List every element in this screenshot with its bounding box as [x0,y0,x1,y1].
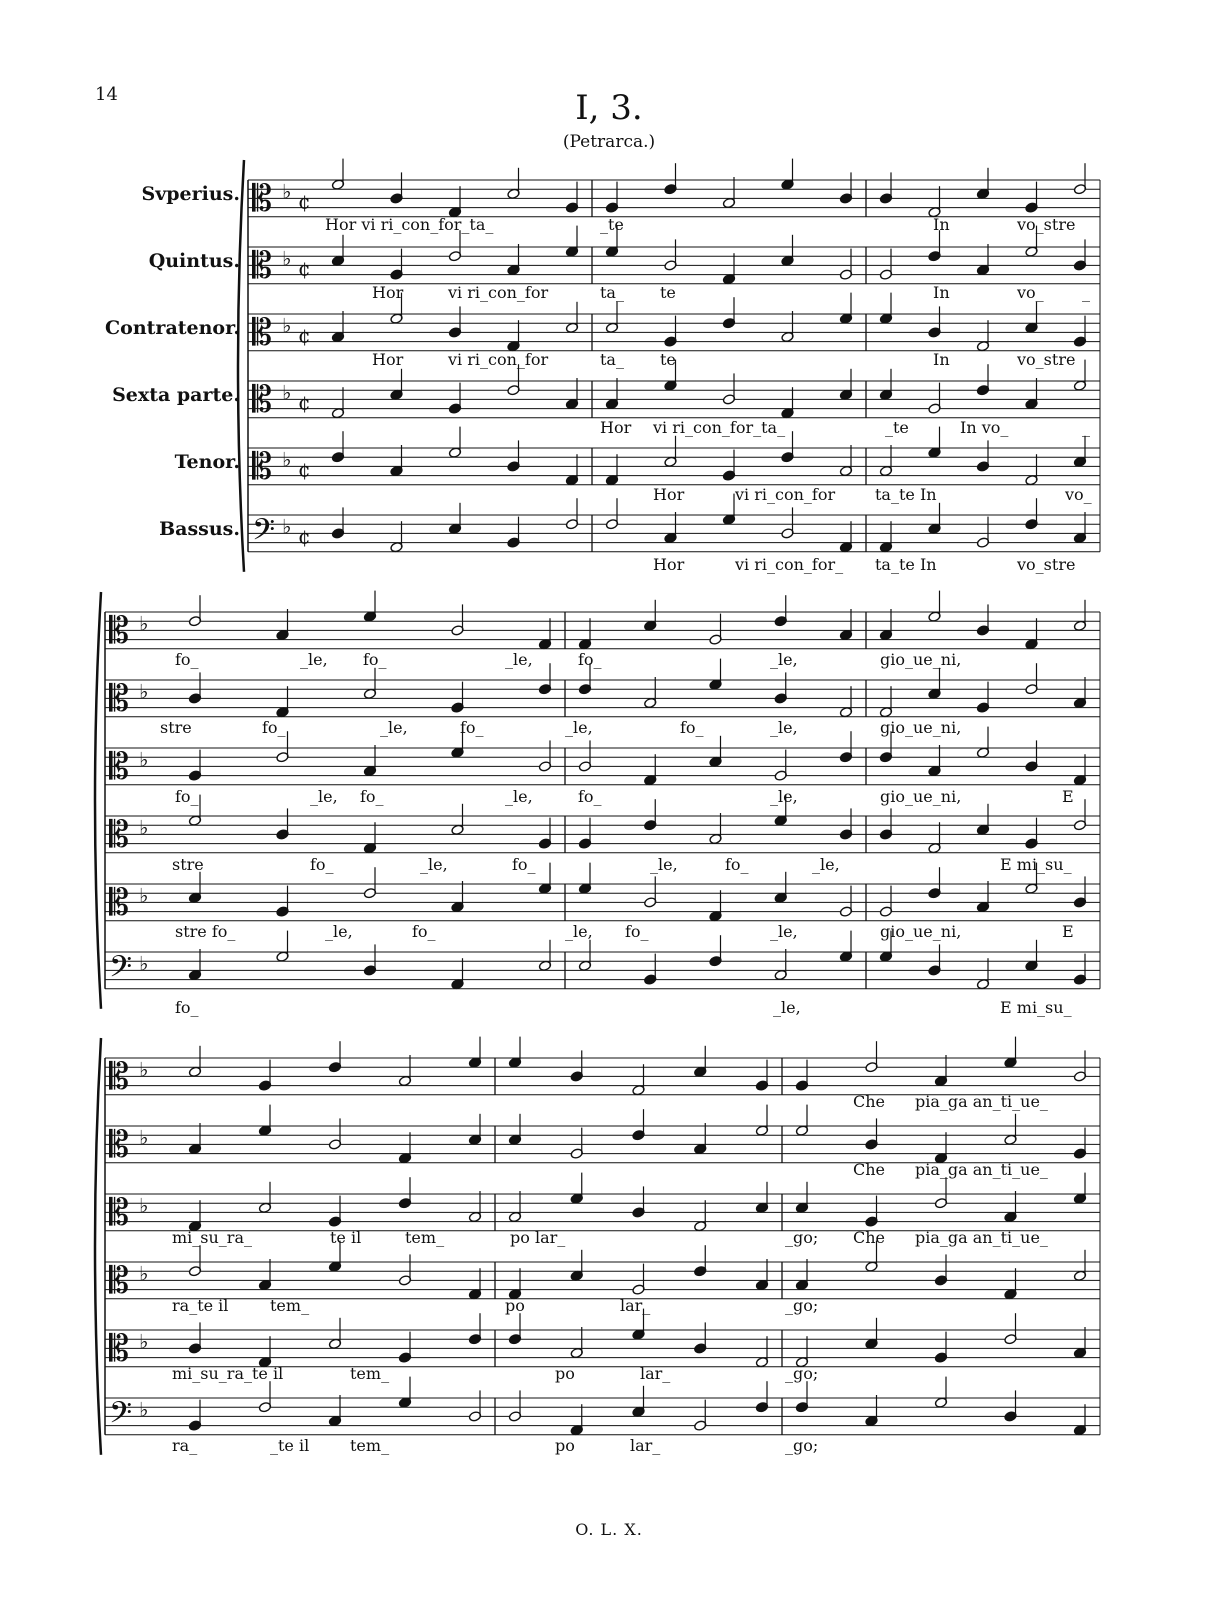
lyric: te [660,283,676,302]
lyric: fo_ [460,718,484,737]
time-signature-mark: ¢ [298,323,311,348]
lyric: Hor [372,350,404,369]
lyric: _le, [505,650,533,669]
lyric: _go; [785,1436,819,1455]
flat-mark: ♭ [139,611,149,636]
lyric: fo_ [625,922,649,941]
lyric: Che [853,1160,886,1179]
clef-mark: 𝄡 [109,1124,130,1166]
clef-mark: 𝄡 [252,312,273,354]
clef-mark: 𝄡 [252,178,273,220]
flat-mark: ♭ [282,179,292,204]
lyric: _le, [300,650,328,669]
lyric: Che [853,1092,886,1111]
lyric: _ [1082,283,1090,302]
lyric: _go; [785,1228,819,1247]
lyric: Hor [600,418,632,437]
lyric: _le, [505,787,533,806]
piece-title: I, 3. [575,88,643,128]
lyric: tem_ [405,1228,445,1247]
flat-mark: ♭ [139,747,149,772]
lyric: vi ri_con_for [448,350,549,369]
lyric: _le, [325,922,353,941]
lyric: fo_ [175,998,199,1017]
lyric: fo_ [680,718,704,737]
lyric: gio_ue_ni, [880,922,962,941]
lyric: _le, [420,855,448,874]
lyric: vo_ [1065,485,1092,504]
lyric: In [933,350,950,369]
lyric: _te il [270,1436,310,1455]
lyric: Hor [372,283,404,302]
lyric: _le, [812,855,840,874]
lyric: _go; [785,1364,819,1383]
voice-label-bassus: Bassus. [159,518,240,540]
lyric: fo_ [363,650,387,669]
system-brace [238,160,244,572]
clef-mark: 𝄢 [109,1396,133,1438]
system-brace [95,1038,101,1455]
lyric: te il [330,1228,362,1247]
time-signature-mark: ¢ [298,390,311,415]
time-signature-mark: ¢ [298,457,311,482]
system-brace [95,592,101,1009]
lyric: Hor [653,555,685,574]
lyric: po [505,1296,525,1315]
lyric: stre [172,855,204,874]
clef-mark: 𝄡 [109,610,130,652]
lyric: ta_ [600,350,624,369]
clef-mark: 𝄡 [109,1192,130,1234]
flat-mark: ♭ [139,1193,149,1218]
lyric: mi_su_ra_ [172,1228,252,1247]
clef-mark: 𝄢 [109,950,133,992]
flat-mark: ♭ [139,679,149,704]
lyric: gio_ue_ni, [880,718,962,737]
lyric: _le, [380,718,408,737]
lyric: tem_ [270,1296,310,1315]
lyric: _te [885,418,909,437]
lyric: fo_ [175,787,199,806]
clef-mark: 𝄢 [252,513,276,555]
time-signature-mark: ¢ [298,189,311,214]
lyric: E mi_su_ [1000,998,1072,1017]
page-number: 14 [95,84,118,105]
voice-label-tenor: Tenor. [174,451,240,473]
flat-mark: ♭ [282,380,292,405]
lyric: fo_ [412,922,436,941]
lyric: ta_ [600,283,624,302]
voice-label-svperius: Svperius. [141,183,240,205]
flat-mark: ♭ [139,1125,149,1150]
flat-mark: ♭ [139,1329,149,1354]
lyric: Hor vi ri_con_for_ta_ [325,215,494,234]
lyric: po lar_ [510,1228,566,1247]
lyric: vi ri_con_for_ [735,555,844,574]
clef-mark: 𝄡 [109,1056,130,1098]
lyric: fo_ [360,787,384,806]
lyric: gio_ue_ni, [880,650,962,669]
lyric: pia_ga an_ti_ue_ [915,1092,1048,1111]
lyric: vi ri_con_for [448,283,549,302]
lyric: tem_ [350,1436,390,1455]
clef-mark: 𝄡 [109,746,130,788]
flat-mark: ♭ [139,1057,149,1082]
voice-label-contratenor: Contratenor. [105,317,240,339]
lyric: lar_ [640,1364,671,1383]
clef-mark: 𝄡 [109,882,130,924]
flat-mark: ♭ [139,951,149,976]
lyric: vi ri_con_for [735,485,836,504]
lyric: stre fo_ [175,922,236,941]
poet-attribution: (Petrarca.) [562,132,656,152]
flat-mark: ♭ [139,1261,149,1286]
time-signature-mark: ¢ [298,256,311,281]
voice-label-quintus: Quintus. [148,250,240,272]
clef-mark: 𝄡 [252,245,273,287]
clef-mark: 𝄡 [109,814,130,856]
lyric: In vo_ [960,418,1009,437]
lyric: ra_ [172,1436,198,1455]
footer-signature: O. L. X. [575,1520,643,1539]
lyric: fo_ [578,787,602,806]
lyric: ta_te In [875,555,937,574]
lyric: te [660,350,676,369]
lyric: lar_ [630,1436,661,1455]
lyric: In [933,215,950,234]
clef-mark: 𝄡 [109,1260,130,1302]
lyric: _le, [770,718,798,737]
flat-mark: ♭ [282,246,292,271]
lyric: Hor [653,485,685,504]
lyric: In [933,283,950,302]
lyric: fo_ [725,855,749,874]
lyric: gio_ue_ni, [880,787,962,806]
lyric: pia_ga an_ti_ue_ [915,1160,1048,1179]
lyric: _le, [770,650,798,669]
lyric: _le, [565,922,593,941]
lyric: _le, [770,787,798,806]
lyric: _le, [770,922,798,941]
lyric: po [555,1364,575,1383]
lyric: vi ri_con_for_ta_ [653,418,786,437]
clef-mark: 𝄡 [109,1328,130,1370]
lyric: _ [1082,418,1090,437]
flat-mark: ♭ [139,1397,149,1422]
lyric: mi_su_ra_te il [172,1364,284,1383]
lyric: _le, [310,787,338,806]
lyric: fo_ [578,650,602,669]
flat-mark: ♭ [139,815,149,840]
lyric: _le, [650,855,678,874]
lyric: fo_ [310,855,334,874]
lyric: ra_te il [172,1296,229,1315]
lyric: E mi_su_ [1000,855,1072,874]
clef-mark: 𝄡 [252,446,273,488]
lyric: pia_ga an_ti_ue_ [915,1228,1048,1247]
flat-mark: ♭ [282,514,292,539]
flat-mark: ♭ [282,447,292,472]
lyric: vo_ [1017,283,1044,302]
time-signature-mark: ¢ [298,524,311,549]
lyric: vo_stre [1017,215,1076,234]
lyric: po [555,1436,575,1455]
lyric: _go; [785,1296,819,1315]
lyric: vo_stre [1017,555,1076,574]
flat-mark: ♭ [282,313,292,338]
flat-mark: ♭ [139,883,149,908]
lyric: E [1062,787,1074,806]
lyric: fo_ [512,855,536,874]
lyric: E [1062,922,1074,941]
lyric: ta_te In [875,485,937,504]
clef-mark: 𝄡 [252,379,273,421]
clef-mark: 𝄡 [109,678,130,720]
lyric: tem_ [350,1364,390,1383]
lyric: lar_ [620,1296,651,1315]
lyric: fo_ [175,650,199,669]
lyric: _le, [773,998,801,1017]
voice-label-sexta-parte: Sexta parte. [112,384,240,406]
lyric: vo_stre [1017,350,1076,369]
lyric: _te [600,215,624,234]
lyric: Che [853,1228,886,1247]
lyric: fo_ [262,718,286,737]
lyric: _le, [565,718,593,737]
lyric: stre [160,718,192,737]
